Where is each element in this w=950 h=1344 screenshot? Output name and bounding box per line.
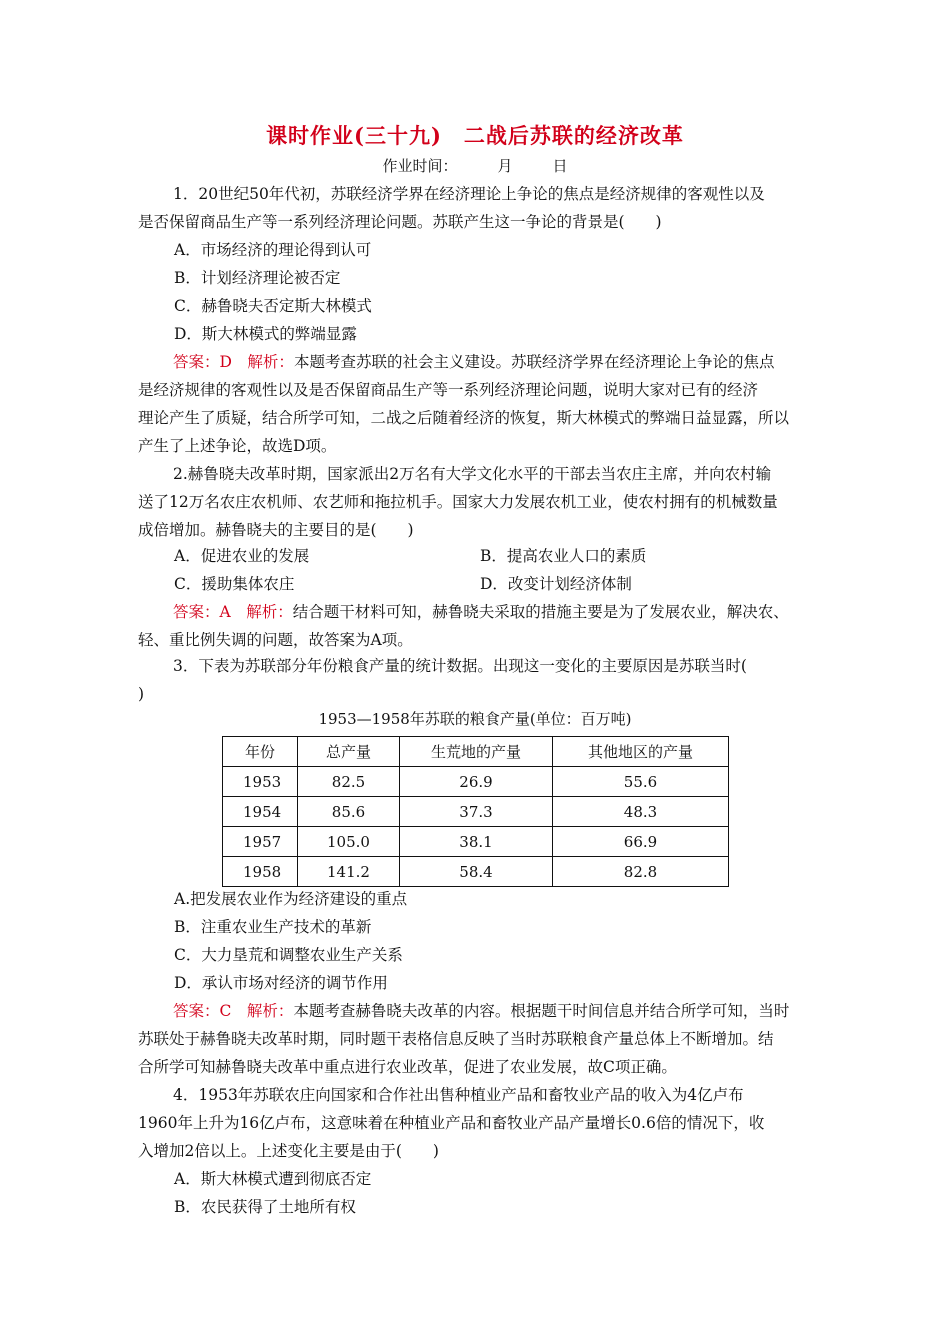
q2-option-c: C．援助集体农庄 [174, 575, 295, 593]
q1-stem-line-2: 是否保留商品生产等一系列经济理论问题。苏联产生这一争论的背景是( ) [138, 213, 662, 231]
q4-option-a: A．斯大林模式遭到彻底否定 [174, 1170, 372, 1188]
q1-answer-line-1 [138, 348, 818, 376]
q2-stem-line-1: 2.赫鲁晓夫改革时期，国家派出2万名有大学文化水平的干部去当农庄主席，并向农村输 [173, 465, 772, 483]
cell-total: 82.5 [298, 767, 400, 797]
time-label: 作业时间： [382, 157, 458, 175]
q3-option-c: C．大力垦荒和调整农业生产关系 [174, 946, 403, 964]
grain-output-table [222, 736, 729, 887]
q2-option-b: B．提高农业人口的素质 [480, 547, 647, 565]
table-row [223, 857, 729, 887]
cell-virgin-land: 38.1 [400, 827, 553, 857]
q2-analysis-line-2: 轻、重比例失调的问题，故答案为A项。 [138, 631, 413, 649]
month-label: 月 [497, 157, 513, 175]
q3-analysis-line-2: 苏联处于赫鲁晓夫改革时期，同时题干表格信息反映了当时苏联粮食产量总体上不断增加。结 [138, 1030, 774, 1048]
q3-option-d: D．承认市场对经济的调节作用 [174, 974, 388, 992]
homework-time-line [0, 155, 950, 176]
cell-total: 85.6 [298, 797, 400, 827]
cell-virgin-land: 58.4 [400, 857, 553, 887]
cell-virgin-land: 26.9 [400, 767, 553, 797]
table-caption: 1953—1958年苏联的粮食产量(单位：百万吨) [318, 710, 632, 728]
q1-analysis-line-3: 理论产生了质疑，结合所学可知，二战之后随着经济的恢复，斯大林模式的弊端日益显露，所以 [138, 409, 790, 427]
q2-stem-line-2: 送了12万名农庄农机师、农艺师和拖拉机手。国家大力发展农机工业，使农村拥有的机械数量 [138, 493, 778, 511]
q3-stem-line-2: ) [138, 685, 145, 703]
cell-total: 141.2 [298, 857, 400, 887]
q2-answer-line-1 [138, 598, 818, 626]
header-virgin-land: 生荒地的产量 [400, 737, 553, 767]
q1-option-b: B．计划经济理论被否定 [174, 269, 341, 287]
q1-analysis-line-4: 产生了上述争论，故选D项。 [138, 437, 337, 455]
q3-answer-line-1 [138, 997, 818, 1025]
header-year: 年份 [223, 737, 298, 767]
cell-total: 105.0 [298, 827, 400, 857]
day-label: 日 [552, 157, 568, 175]
q1-option-d: D．斯大林模式的弊端显露 [174, 325, 357, 343]
q3-analysis-1: 本题考查赫鲁晓夫改革的内容。根据题干时间信息并结合所学可知，当时 [293, 1002, 790, 1020]
q1-option-c: C．赫鲁晓夫否定斯大林模式 [174, 297, 372, 315]
q3-option-b: B．注重农业生产技术的革新 [174, 918, 372, 936]
cell-other-regions: 48.3 [553, 797, 729, 827]
q3-stem-line-1: 3．下表为苏联部分年份粮食产量的统计数据。出现这一变化的主要原因是苏联当时( [173, 657, 747, 675]
q1-analysis-line-2: 是经济规律的客观性以及是否保留商品生产等一系列经济理论问题，说明大家对已有的经济 [138, 381, 759, 399]
q3-option-a: A.把发展农业作为经济建设的重点 [174, 890, 408, 908]
table-row [223, 797, 729, 827]
q1-analysis-1: 本题考查苏联的社会主义建设。苏联经济学界在经济理论上争论的焦点 [293, 353, 775, 371]
page-title: 课时作业(三十九) 二战后苏联的经济改革 [266, 123, 684, 148]
table-row [223, 827, 729, 857]
q1-option-a: A．市场经济的理论得到认可 [174, 241, 372, 259]
cell-other-regions: 66.9 [553, 827, 729, 857]
table-row [223, 767, 729, 797]
q2-option-d: D．改变计划经济体制 [480, 575, 632, 593]
q3-analysis-line-3: 合所学可知赫鲁晓夫改革中重点进行农业改革，促进了农业发展，故C项正确。 [138, 1058, 677, 1076]
q4-stem-line-3: 入增加2倍以上。上述变化主要是由于( ) [138, 1142, 439, 1160]
q2-analysis-1: 结合题干材料可知，赫鲁晓夫采取的措施主要是为了发展农业，解决农、 [292, 603, 789, 621]
cell-other-regions: 82.8 [553, 857, 729, 887]
table-header-row [223, 737, 729, 767]
cell-year: 1954 [223, 797, 298, 827]
q2-stem-line-3: 成倍增加。赫鲁晓夫的主要目的是( ) [138, 521, 414, 539]
header-other-regions: 其他地区的产量 [553, 737, 729, 767]
cell-year: 1953 [223, 767, 298, 797]
q4-stem-line-1: 4．1953年苏联农庄向国家和合作社出售种植业产品和畜牧业产品的收入为4亿卢布 [173, 1086, 744, 1104]
q1-answer-label: 答案：D 解析： [173, 353, 294, 371]
q1-stem-line-1: 1．20世纪50年代初，苏联经济学界在经济理论上争论的焦点是经济规律的客观性以及 [173, 185, 765, 203]
q4-stem-line-2: 1960年上升为16亿卢布，这意味着在种植业产品和畜牧业产品产量增长0.6倍的情况下，收 [138, 1114, 765, 1132]
cell-year: 1958 [223, 857, 298, 887]
q4-option-b: B．农民获得了土地所有权 [174, 1198, 356, 1216]
q2-option-a: A．促进农业的发展 [174, 547, 310, 565]
cell-other-regions: 55.6 [553, 767, 729, 797]
cell-virgin-land: 37.3 [400, 797, 553, 827]
q3-answer-label: 答案：C 解析： [173, 1002, 294, 1020]
cell-year: 1957 [223, 827, 298, 857]
q2-answer-label: 答案：A 解析： [173, 603, 293, 621]
header-total: 总产量 [298, 737, 400, 767]
